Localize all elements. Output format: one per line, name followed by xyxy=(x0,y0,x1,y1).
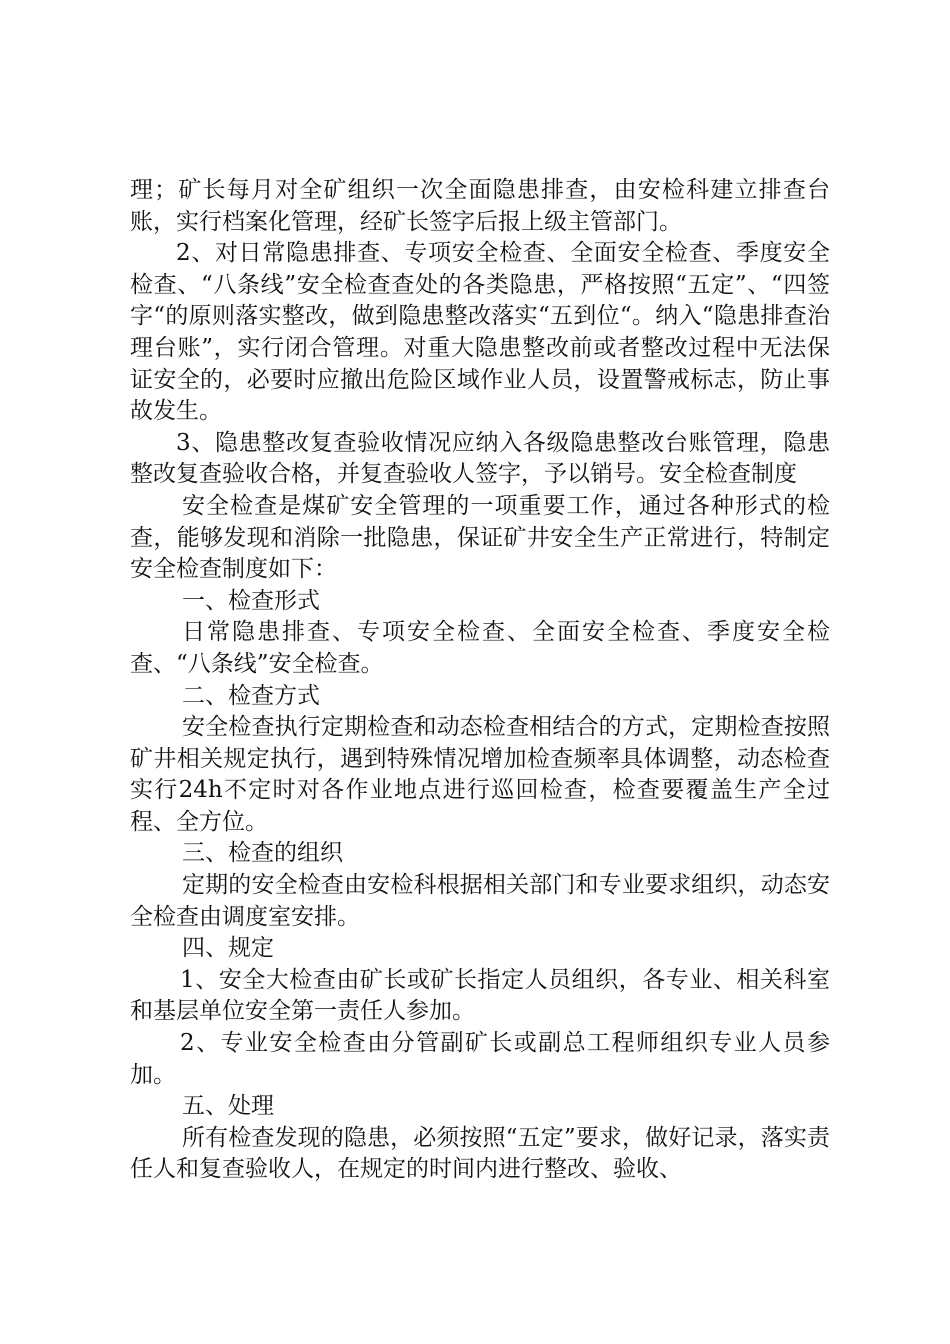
paragraph-9: 2、专业安全检查由分管副矿长或副总工程师组织专业人员参加。 xyxy=(130,1030,830,1088)
document-body xyxy=(130,175,830,1186)
paragraph-5: 日常隐患排查、专项安全检查、全面安全检查、季度安全检查、“八条线”安全检查。 xyxy=(130,619,830,677)
section-heading-4: 四、规定 xyxy=(182,935,274,962)
section-heading-1: 一、检查形式 xyxy=(182,587,320,614)
section-heading-5: 五、处理 xyxy=(182,1093,274,1120)
paragraph-8: 1、安全大检查由矿长或矿长指定人员组织，各专业、相关科室和基层单位安全第一责任人参加。 xyxy=(130,966,830,1025)
paragraph-10: 所有检查发现的隐患，必须按照“五定”要求，做好记录，落实责任人和复查验收人，在规定的时间内进行整改、验收、 xyxy=(130,1124,830,1183)
section-heading-2: 二、检查方式 xyxy=(182,682,320,709)
paragraph-4: 安全检查是煤矿安全管理的一项重要工作，通过各种形式的检查，能够发现和消除一批隐患，保证矿井安全生产正常进行，特制定安全检查制度如下： xyxy=(130,492,830,583)
paragraph-1: 理；矿长每月对全矿组织一次全面隐患排查，由安检科建立排查台账，实行档案化管理，经矿长签字后报上级主管部门。 xyxy=(130,177,830,235)
section-heading-3: 三、检查的组织 xyxy=(182,840,343,867)
paragraph-3: 3、隐患整改复查验收情况应纳入各级隐患整改台账管理，隐患整改复查验收合格，并复查验收人签字，予以销号。安全检查制度 xyxy=(130,429,830,488)
paragraph-2: 2、对日常隐患排查、专项安全检查、全面安全检查、季度安全检查、“八条线”安全检查查处的各类隐患，严格按照“五定”、“四签字“的原则落实整改，做到隐患整改落实“五到位“。纳入“隐患排查治理台账”，实行闭合管理。对重大隐患整改前或者整改过程中无法保证安全的，必要时应撤出危险区域作业人员，设置警戒标志，防止事故发生。 xyxy=(130,240,830,425)
paragraph-6: 安全检查执行定期检查和动态检查相结合的方式，定期检查按照矿井相关规定执行，遇到特殊情况增加检查频率具体调整，动态检查实行24h不定时对各作业地点进行巡回检查，检查要覆盖生产全过程、全方位。 xyxy=(130,714,830,835)
paragraph-7: 定期的安全检查由安检科根据相关部门和专业要求组织，动态安全检查由调度室安排。 xyxy=(130,872,830,930)
